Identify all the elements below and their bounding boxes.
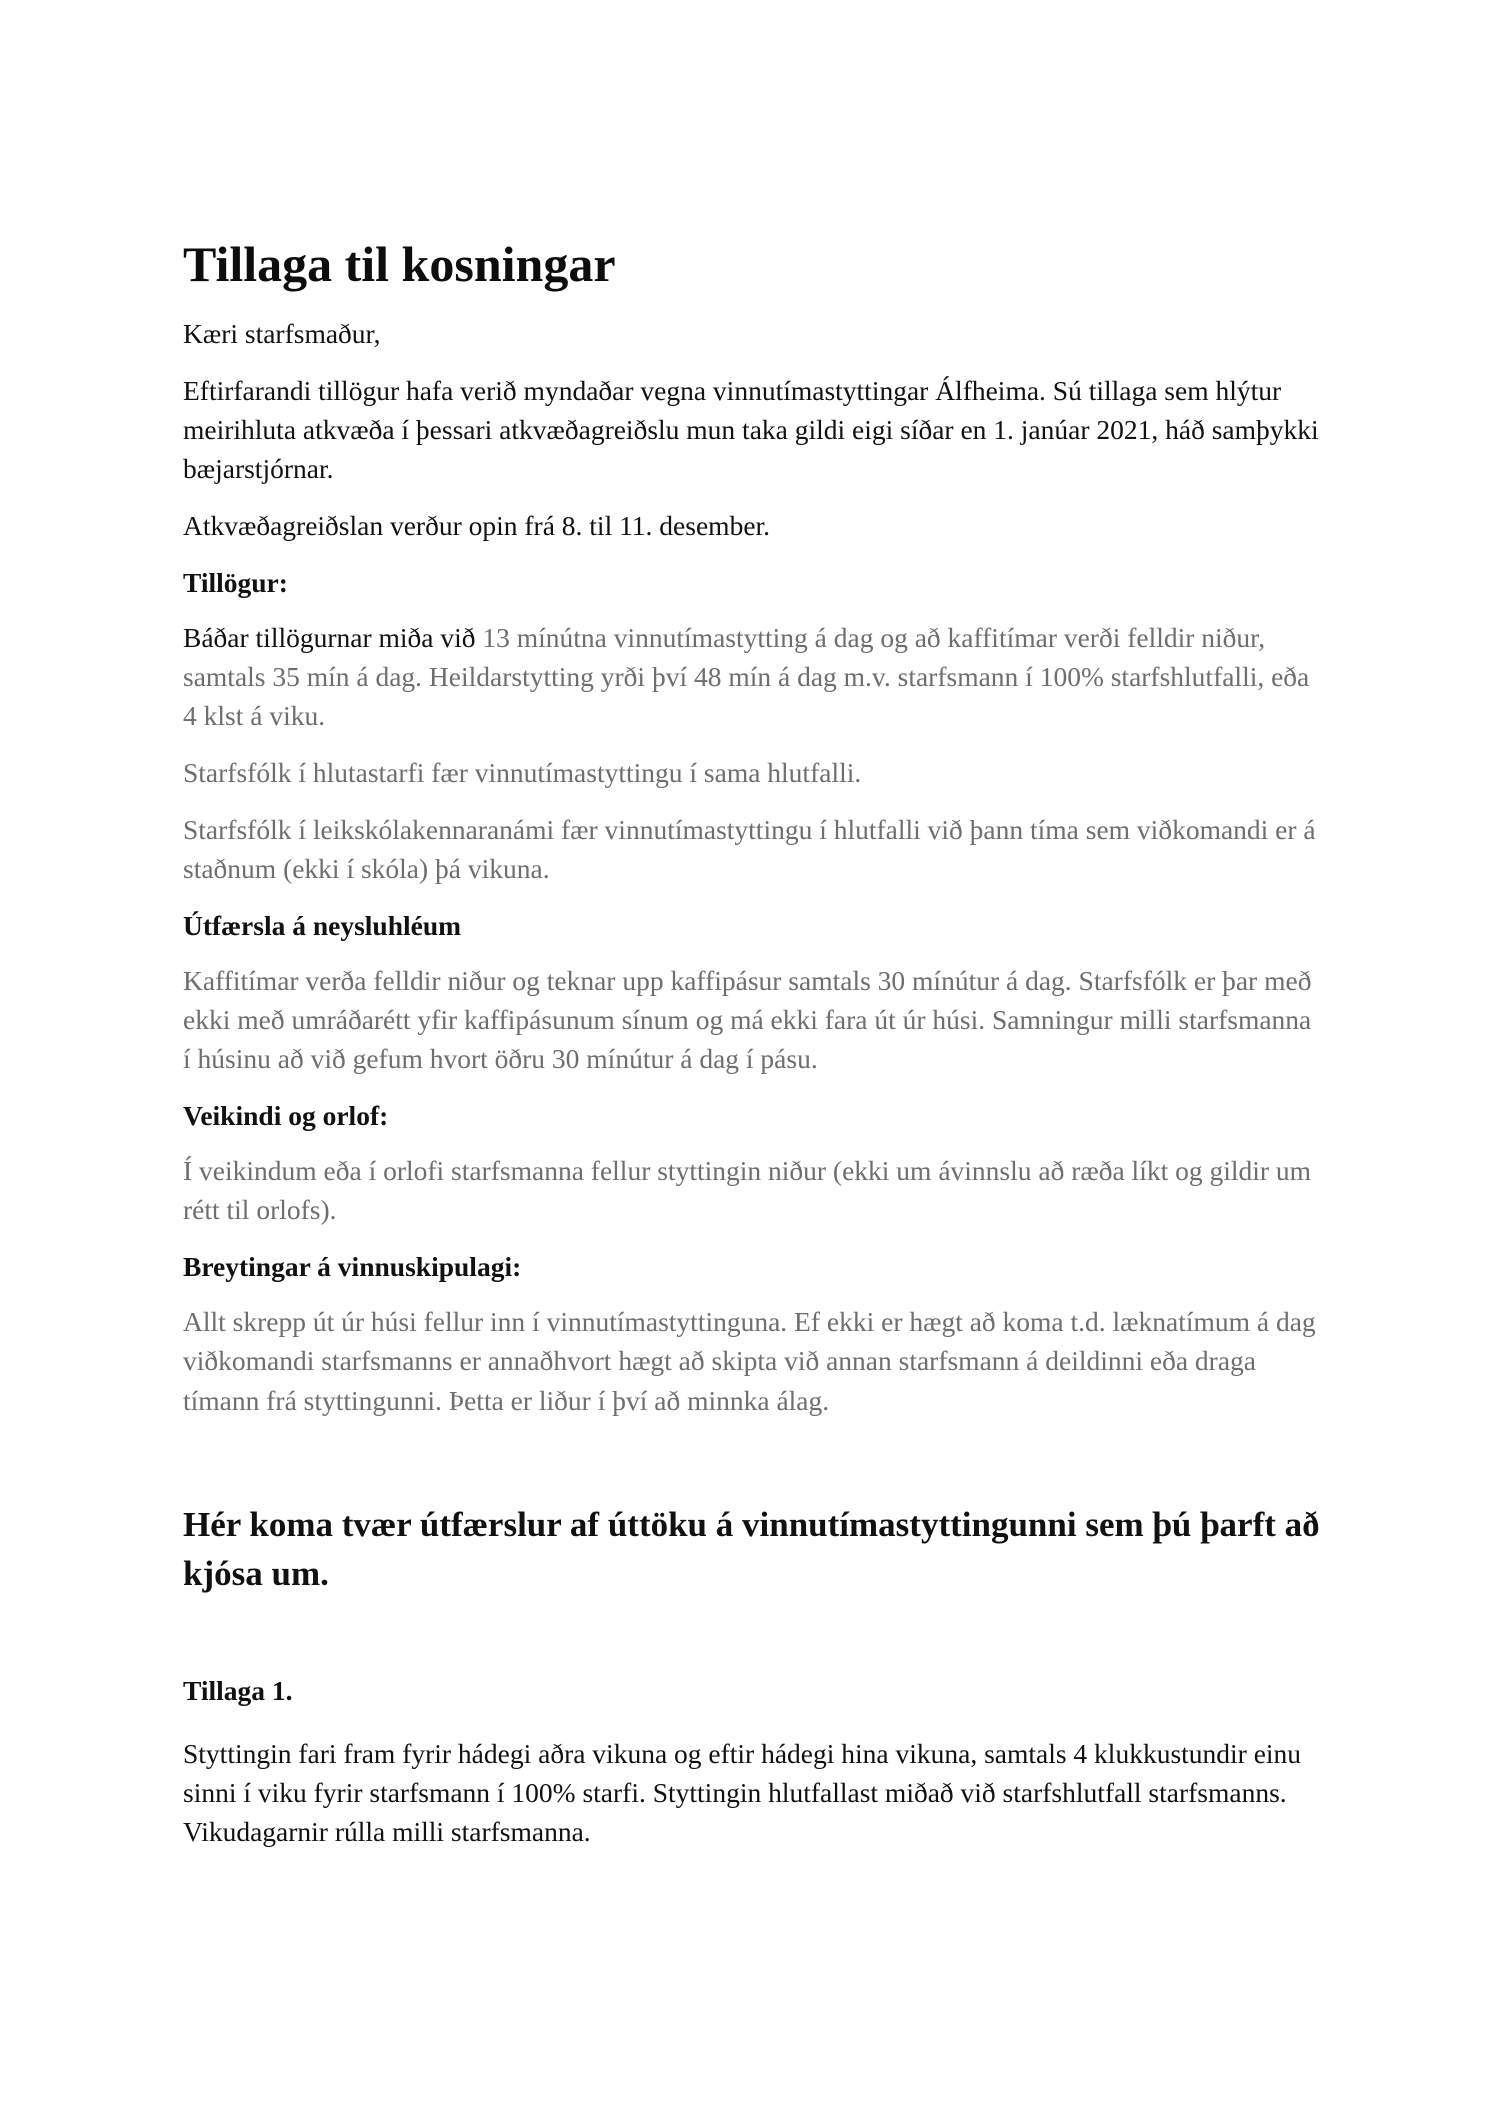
paragraph-dark-text: Báðar tillögurnar miða við [183,621,483,653]
proposal-1-heading: Tillaga 1. [183,1674,293,1706]
options-heading: Hér koma tvær útfærslur af úttöku á vinnutímastyttingunni sem þú þarft að kjósa um. [183,1504,1320,1594]
spacer [183,1599,1323,1671]
section-heading-work-organization: Breytingar á vinnuskipulagi: [183,1251,522,1283]
section-heading-sick-leave: Veikindi og orlof: [183,1100,389,1132]
intro-paragraph: Eftirfarandi tillögur hafa verið myndaðar vegna vinnutímastyttingar Álfheima. Sú tillaga sem hlýtur meirihluta atkvæða í þessari atkvæðagreiðslu mun taka gildi eigi síðar en 1. janúar 2021, háð samþykki bæjarstjórnar. [183,374,1319,484]
section-paragraph: Í veikindum eða í orlofi starfsmanna fellur styttingin niður (ekki um ávinnslu að ræða líkt og gildir um rétt til orlofs). [183,1155,1312,1226]
document-title: Tillaga til kosningar [183,236,616,292]
section-paragraph: Allt skrepp út úr húsi fellur inn í vinnutímastyttinguna. Ef ekki er hægt að koma t.d. læknatímum á dag viðkomandi starfsmanns er annaðhvort hægt að skipta við annan starfsmann á deildinni eða draga tímann frá styttingunni. Þetta er liður í því að minnka álag. [183,1306,1316,1416]
spacer [183,1438,1323,1500]
greeting: Kæri starfsmaður, [183,317,381,349]
section-paragraph: Starfsfólk í hlutastarfi fær vinnutímastyttingu í sama hlutfalli. [183,756,862,788]
section-paragraph: Kaffitímar verða felldir niður og teknar upp kaffipásur samtals 30 mínútur á dag. Starfsfólk er þar með ekki með umráðarétt yfir kaffipásunum sínum og má ekki fara út úr húsi. Samningur milli starfsmanna í húsinu að við gefum hvort öðru 30 mínútur á dag í pásu. [183,965,1312,1075]
section-heading-proposals: Tillögur: [183,566,288,598]
section-paragraph: Starfsfólk í leikskólakennaranámi fær vinnutímastyttingu í hlutfalli við þann tíma sem viðkomandi er á staðnum (ekki í skóla) þá vikuna. [183,813,1316,885]
spacer [183,1726,1323,1734]
proposal-1-text: Styttingin fari fram fyrir hádegi aðra vikuna og eftir hádegi hina vikuna, samtals 4 klukkustundir einu sinni í viku fyrir starfsmann í 100% starfi. Styttingin hlutfallast miðað við starfshlutfall starfsmanns. Vikudagarnir rúlla milli starfsmanna. [183,1738,1302,1848]
paragraph-gray-text: 13 mínútna vinnutímastytting á dag og að kaffitímar verði felldir niður, samtals 35 mín á dag. Heildarstytting yrði því 48 mín á dag m.v. starfsmann í 100% starfshlutfalli, eða 4 klst á viku. [183,621,1310,731]
section-heading-breaks: Útfærsla á neysluhléum [183,910,462,942]
document-body [183,236,1323,1869]
section-paragraph [183,618,1323,735]
voting-period: Atkvæðagreiðslan verður opin frá 8. til 11. desember. [183,509,771,541]
